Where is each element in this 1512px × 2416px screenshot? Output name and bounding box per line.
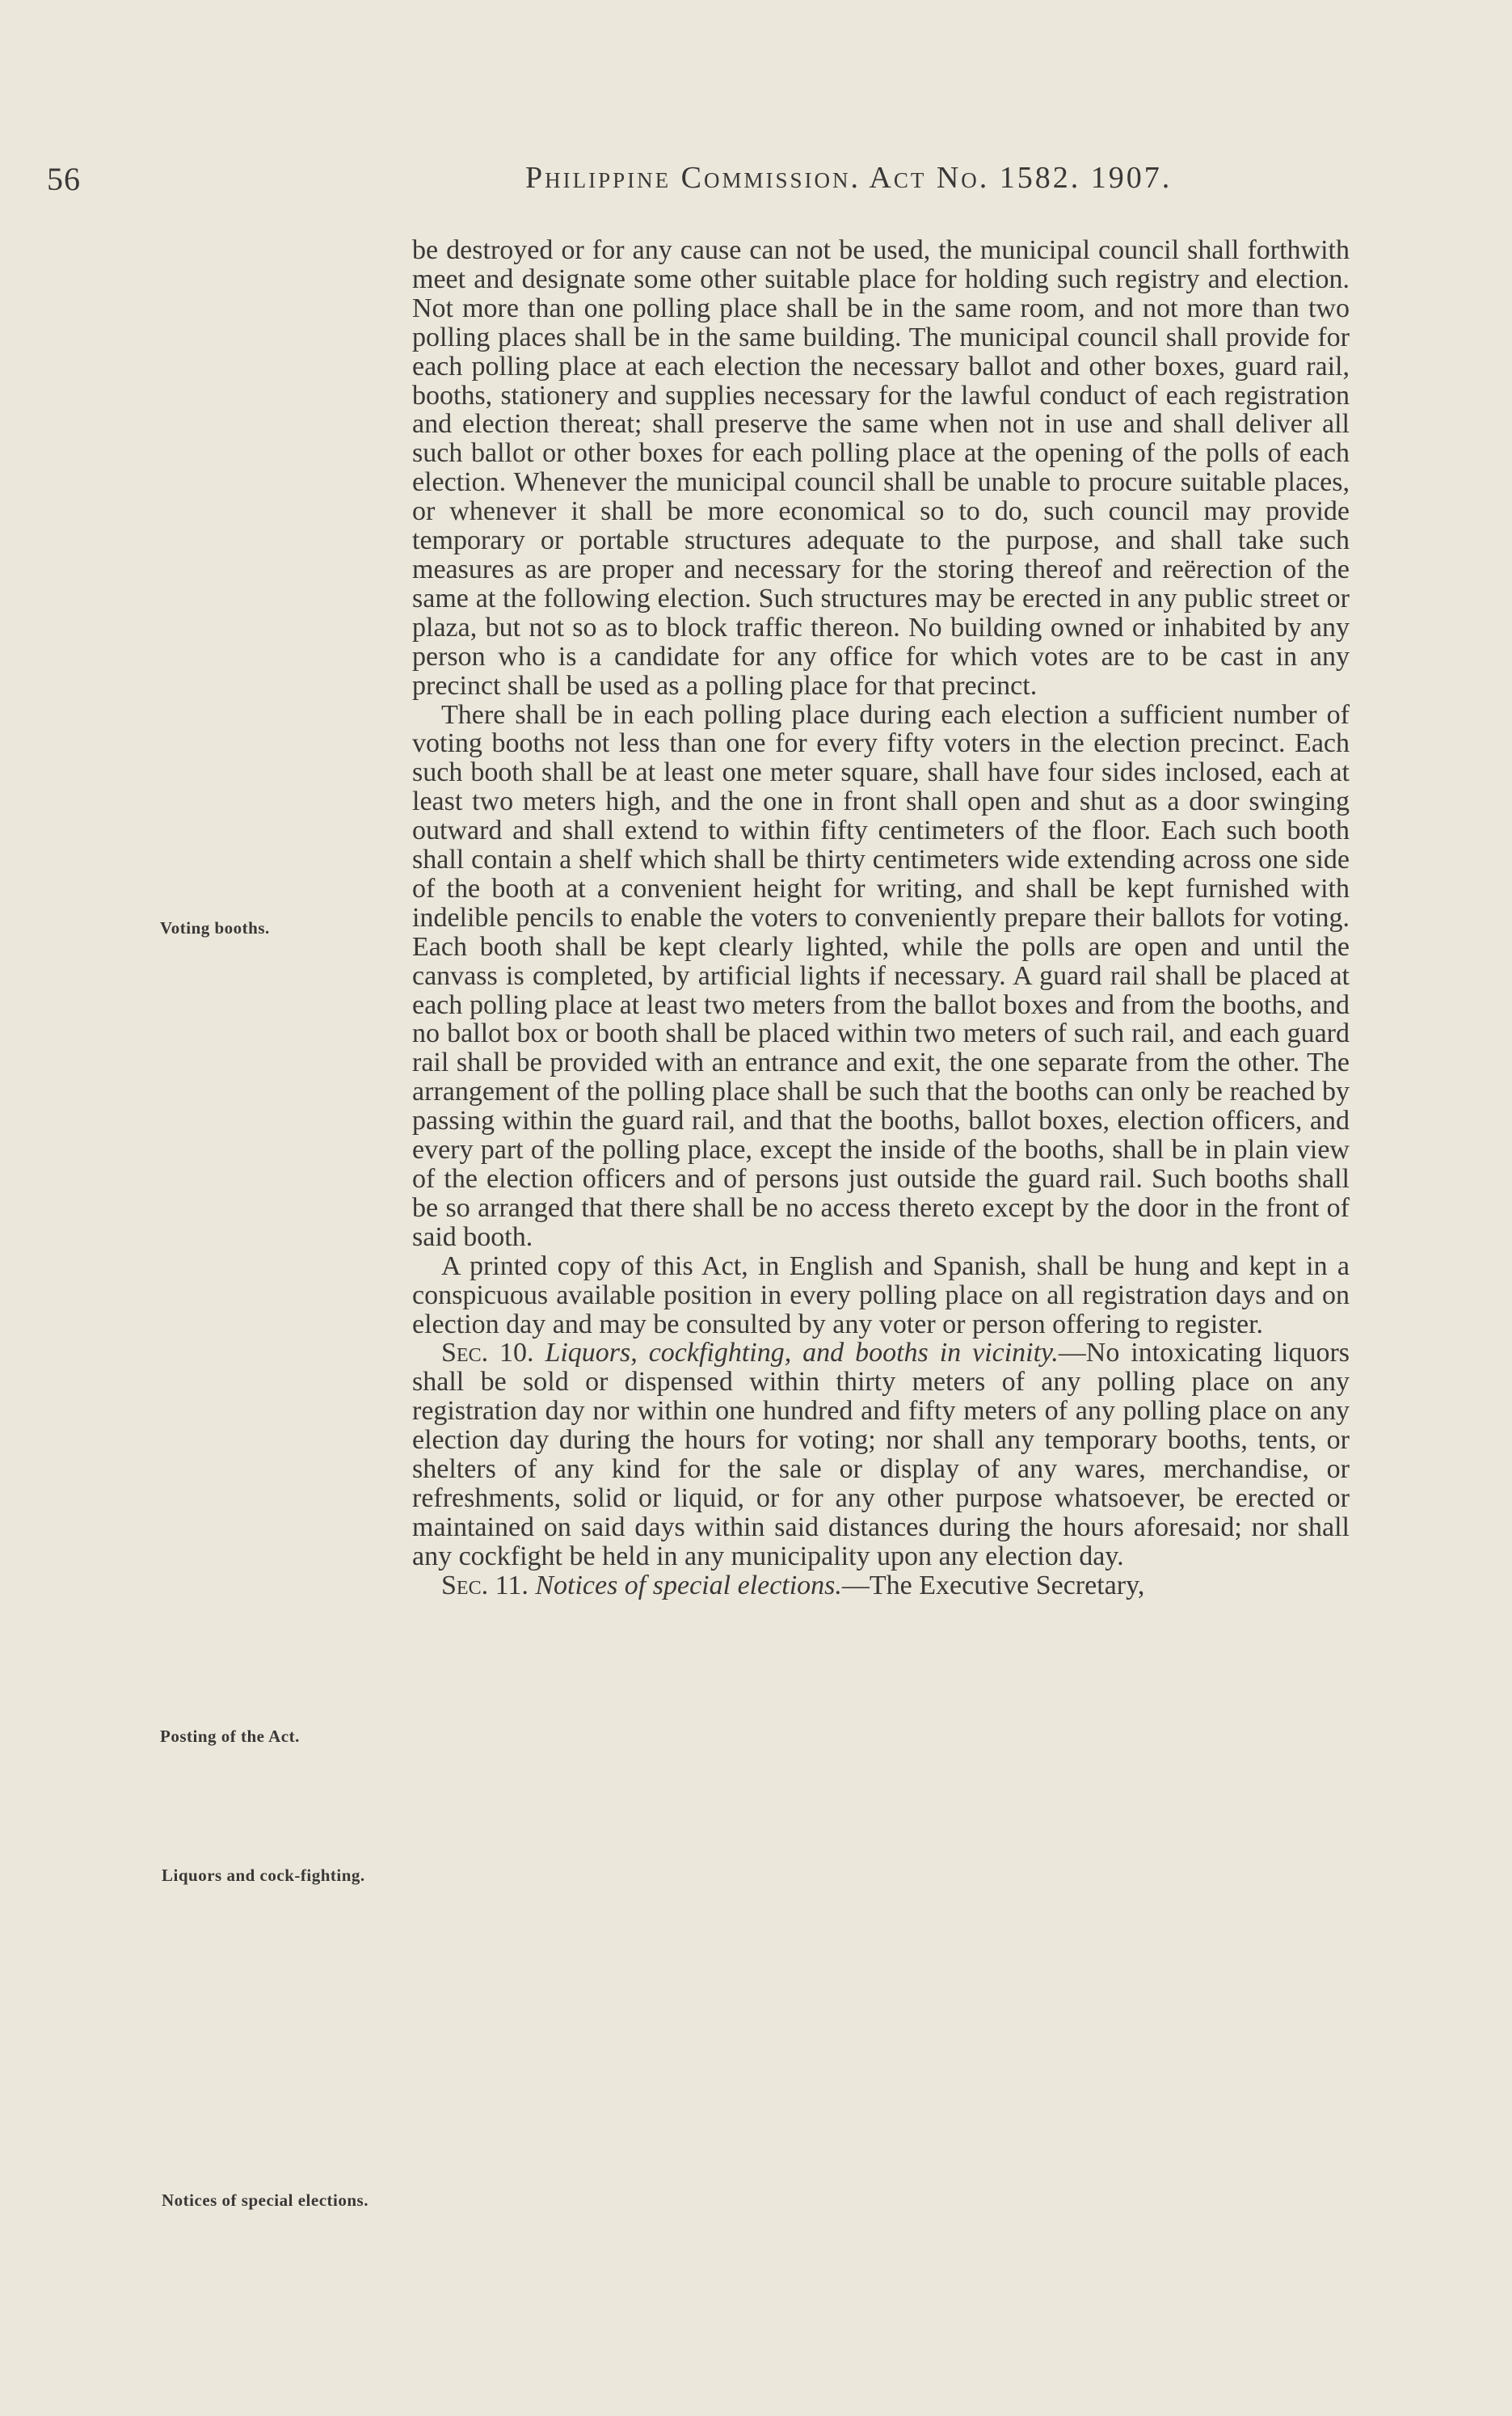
section-10-title: Liquors, cockfighting, and booths in vicinity. — [545, 1338, 1059, 1368]
paragraph-polling-places: be destroyed or for any cause can not be used, the municipal council shall forthwith meet and designate some other suitable place for holding such registry and election. Not more than one polling place shall be in the same room, and not more than two polling places shall be in the same building. The municipal council shall provide for each polling place at each election the necessary ballot and other boxes, guard rail, booths, stationery and supplies necessary for the lawful conduct of each registration and election thereat; shall preserve the same when not in use and shall deliver all such ballot or other boxes for each polling place at the opening of the polls of each election. Whenever the municipal council shall be unable to procure suitable places, or whenever it shall be more economical so to do, such council may provide temporary or portable structures adequate to the purpose, and shall take such measures as are proper and necessary for the storing thereof and reërection of the same at the following election. Such structures may be erected in any public street or plaza, but not so as to block traffic thereon. No building owned or inhabited by any person who is a candidate for any office for which votes are to be cast in any precinct shall be used as a polling place for that precinct. — [412, 235, 1350, 701]
section-10 — [412, 1339, 1350, 1571]
margin-note-liquors-cockfighting: Liquors and cock-fighting. — [162, 1866, 365, 1885]
margin-note-notices-special-elections: Notices of special elections. — [162, 2190, 369, 2210]
paragraph-posting-of-act: A printed copy of this Act, in English and Spanish, shall be hung and kept in a conspicuous available position in every polling place on all registration days and on election day and may be consulted by any voter or person offering to register. — [412, 1250, 1350, 1339]
margin-note-posting-of-act: Posting of the Act. — [160, 1727, 300, 1746]
section-11 — [412, 1571, 1350, 1600]
page-number: 56 — [47, 161, 81, 197]
section-11-text: —The Executive Secretary, — [841, 1570, 1145, 1600]
body-text — [412, 236, 1350, 1600]
section-11-number: Sec. 11. — [441, 1570, 529, 1600]
running-head: Philippine Commission. Act No. 1582. 1907. — [525, 161, 1173, 195]
page-header — [0, 160, 1512, 209]
margin-note-voting-booths: Voting booths. — [160, 918, 270, 938]
section-10-text: —No intoxicating liquors shall be sold or dispensed within thirty meters of any polling place on any registration day nor within one hundred and fifty meters of any polling place on any election day during the hours for voting; nor shall any temporary booths, tents, or shelters of any kind for the sale or display of any wares, merchandise, or refreshments, solid or liquid, or for any other purpose whatsoever, be erected or maintained on said days within said distances during the hours aforesaid; nor shall any cockfight be held in any municipality upon any election day. — [412, 1338, 1350, 1571]
section-10-number: Sec. 10. — [441, 1338, 534, 1368]
section-11-title: Notices of special elections. — [535, 1570, 842, 1600]
paragraph-voting-booths: There shall be in each polling place during each election a sufficient number of voting booths not less than one for every fifty voters in the election precinct. Each such booth shall be at least one meter square, shall have four sides inclosed, each at least two meters high, and the one in front shall open and shut as a door swinging outward and shall extend to within fifty centimeters of the floor. Each such booth shall contain a shelf which shall be thirty centimeters wide extending across one side of the booth at a convenient height for writing, and shall be kept furnished with indelible pencils to enable the voters to conveniently prepare their ballots for voting. Each booth shall be kept clearly lighted, while the polls are open and until the canvass is completed, by artificial lights if necessary. A guard rail shall be placed at each polling place at least two meters from the ballot boxes and from the booths, and no ballot box or booth shall be placed within two meters of such rail, and each guard rail shall be provided with an entrance and exit, the one separate from the other. The arrangement of the polling place shall be such that the booths can only be reached by passing within the guard rail, and that the booths, ballot boxes, election officers, and every part of the polling place, except the inside of the booths, shall be in plain view of the election officers and of persons just outside the guard rail. Such booths shall be so arranged that there shall be no access thereto except by the door in the front of said booth. — [412, 699, 1350, 1252]
